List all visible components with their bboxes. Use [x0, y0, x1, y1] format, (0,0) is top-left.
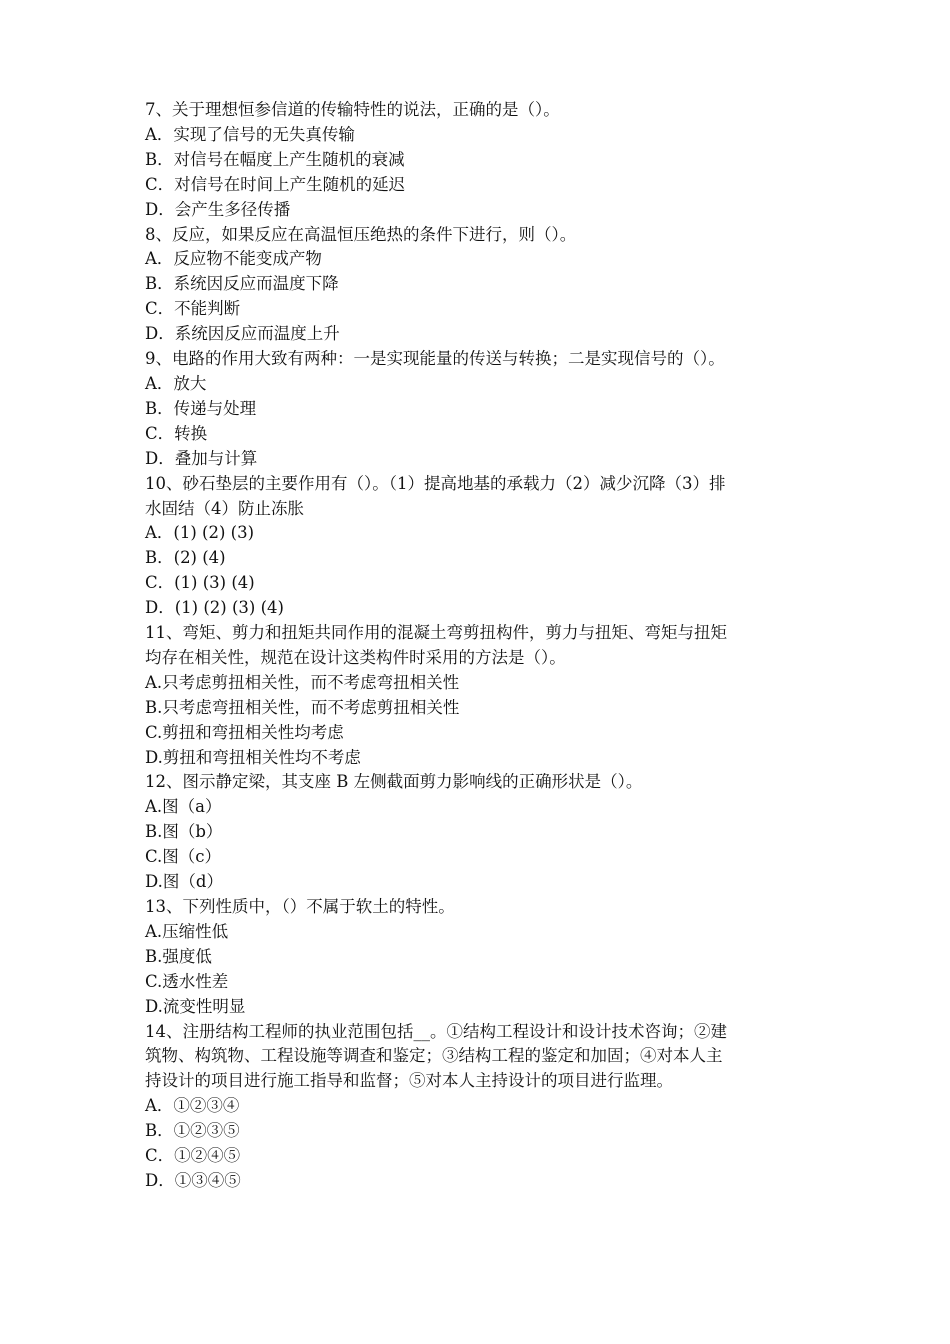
- question-11-option-b: B.只考虑弯扭相关性，而不考虑剪扭相关性: [145, 697, 460, 717]
- question-11-option-d: D.剪扭和弯扭相关性均不考虑: [145, 747, 361, 767]
- question-8-option-b: B．系统因反应而温度下降: [145, 274, 339, 294]
- question-7-option-d: D．会产生多径传播: [145, 199, 291, 219]
- question-7-option-b: B．对信号在幅度上产生随机的衰减: [145, 149, 405, 169]
- question-9-stem: 9、电路的作用大致有两种：一是实现能量的传送与转换；二是实现信号的（）。: [145, 349, 725, 369]
- question-10-option-d: D．(1) (2) (3) (4): [145, 598, 284, 618]
- question-12-option-c: C.图（c）: [145, 847, 222, 867]
- question-10-option-c: C．(1) (3) (4): [145, 573, 255, 593]
- question-8-option-d: D．系统因反应而温度上升: [145, 324, 340, 344]
- question-11-stem-line-1: 11、弯矩、剪力和扭矩共同作用的混凝土弯剪扭构件，剪力与扭矩、弯矩与扭矩: [145, 623, 727, 643]
- question-8-stem: 8、反应，如果反应在高温恒压绝热的条件下进行，则（）。: [145, 224, 577, 244]
- question-14-stem-line-1: 14、注册结构工程师的执业范围包括__。①结构工程设计和设计技术咨询；②建: [145, 1021, 727, 1041]
- question-14-option-c: C．①②④⑤: [145, 1146, 241, 1166]
- question-13-option-b: B.强度低: [145, 946, 212, 966]
- question-7-stem: 7、关于理想恒参信道的传输特性的说法，正确的是（）。: [145, 100, 560, 119]
- question-13-option-d: D.流变性明显: [145, 996, 246, 1016]
- question-11-option-c: C.剪扭和弯扭相关性均考虑: [145, 722, 344, 742]
- question-12-stem: 12、图示静定梁，其支座 B 左侧截面剪力影响线的正确形状是（）。: [145, 772, 643, 792]
- question-12-option-a: A.图（a）: [145, 797, 222, 817]
- question-8-option-c: C．不能判断: [145, 299, 241, 319]
- question-9-option-c: C．转换: [145, 423, 208, 443]
- question-9-option-a: A．放大: [145, 373, 207, 393]
- question-14-option-b: B．①②③⑤: [145, 1121, 240, 1141]
- question-10-stem-line-1: 10、砂石垫层的主要作用有（）。（1）提高地基的承载力（2）减少沉降（3）排: [145, 473, 726, 493]
- question-13-stem: 13、下列性质中，（）不属于软土的特性。: [145, 897, 455, 916]
- question-9-option-d: D．叠加与计算: [145, 448, 258, 468]
- question-11-stem-line-2: 均存在相关性，规范在设计这类构件时采用的方法是（）。: [145, 647, 566, 667]
- question-12-option-d: D.图（d）: [145, 872, 223, 892]
- document-page: [145, 98, 825, 1194]
- question-9-option-b: B．传递与处理: [145, 398, 257, 418]
- question-10-option-b: B．(2) (4): [145, 548, 226, 568]
- question-8-option-a: A．反应物不能变成产物: [145, 249, 322, 269]
- question-10-stem-line-2: 水固结（4）防止冻胀: [145, 498, 304, 518]
- question-10-option-a: A．(1) (2) (3): [145, 523, 255, 543]
- question-14-option-d: D．①③④⑤: [145, 1170, 241, 1190]
- question-13-option-c: C.透水性差: [145, 971, 229, 991]
- question-13-option-a: A.压缩性低: [145, 921, 229, 941]
- question-14-option-a: A．①②③④: [145, 1096, 240, 1116]
- question-11-option-a: A.只考虑剪扭相关性，而不考虑弯扭相关性: [145, 672, 460, 692]
- question-14-stem-line-3: 持设计的项目进行施工指导和监督；⑤对本人主持设计的项目进行监理。: [145, 1071, 673, 1091]
- question-12-option-b: B.图（b）: [145, 822, 223, 842]
- question-14-stem-line-2: 筑物、构筑物、工程设施等调查和鉴定；③结构工程的鉴定和加固；④对本人主: [145, 1046, 723, 1066]
- question-7-option-a: A．实现了信号的无失真传输: [145, 124, 355, 144]
- question-7-option-c: C．对信号在时间上产生随机的延迟: [145, 174, 406, 194]
